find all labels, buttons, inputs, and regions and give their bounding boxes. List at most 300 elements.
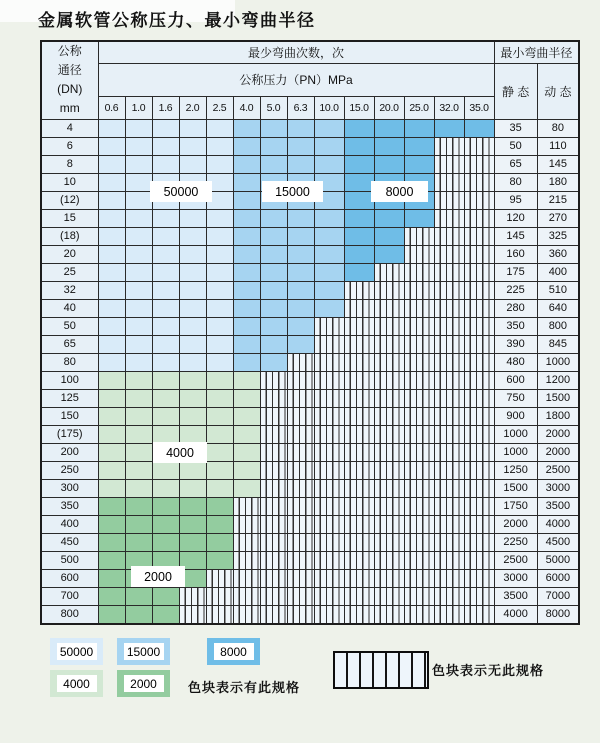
spec-cell — [233, 137, 260, 155]
dynamic-radius-cell: 145 — [537, 155, 579, 173]
no-spec-cell — [434, 317, 464, 335]
spec-cell — [152, 353, 179, 371]
dn-cell: 600 — [41, 569, 98, 587]
static-radius-cell: 1000 — [494, 425, 537, 443]
no-spec-cell — [260, 389, 287, 407]
pressure-col-header: 10.0 — [314, 96, 344, 119]
spec-cell — [287, 245, 314, 263]
table-row — [41, 461, 579, 479]
table-row — [41, 515, 579, 533]
spec-cell — [179, 299, 206, 317]
no-spec-cell — [344, 425, 374, 443]
no-spec-cell — [434, 407, 464, 425]
spec-cell — [98, 389, 125, 407]
no-spec-cell — [374, 353, 404, 371]
spec-cell — [179, 461, 206, 479]
pressure-col-header: 1.0 — [125, 96, 152, 119]
dn-cell: (12) — [41, 191, 98, 209]
dn-header-cell — [41, 41, 98, 119]
spec-cell — [125, 119, 152, 137]
spec-cell — [179, 119, 206, 137]
no-spec-cell — [374, 569, 404, 587]
spec-cell — [125, 209, 152, 227]
spec-cell — [344, 137, 374, 155]
table-row — [41, 569, 579, 587]
no-spec-cell — [260, 371, 287, 389]
dn-cell: 150 — [41, 407, 98, 425]
no-spec-cell — [404, 497, 434, 515]
no-spec-cell — [434, 227, 464, 245]
no-spec-cell — [434, 605, 464, 624]
legend-swatch-label: 15000 — [124, 643, 164, 660]
no-spec-cell — [260, 551, 287, 569]
spec-cell — [179, 227, 206, 245]
no-spec-cell — [374, 407, 404, 425]
no-spec-cell — [404, 569, 434, 587]
no-spec-cell — [464, 461, 494, 479]
spec-cell — [98, 425, 125, 443]
no-spec-cell — [404, 425, 434, 443]
legend-has-spec-text: 色块表示有此规格 — [188, 680, 301, 695]
no-spec-cell — [287, 605, 314, 624]
no-spec-cell — [434, 155, 464, 173]
spec-cell — [125, 245, 152, 263]
no-spec-cell — [260, 461, 287, 479]
spec-cell — [287, 281, 314, 299]
spec-cell — [287, 137, 314, 155]
no-spec-cell — [434, 479, 464, 497]
no-spec-cell — [374, 551, 404, 569]
spec-cell — [260, 317, 287, 335]
no-spec-cell — [464, 137, 494, 155]
spec-cell — [125, 461, 152, 479]
no-spec-cell — [344, 515, 374, 533]
no-spec-cell — [464, 263, 494, 281]
no-spec-cell — [314, 407, 344, 425]
table-row — [41, 335, 579, 353]
pressure-col-header: 0.6 — [98, 96, 125, 119]
table-row — [41, 443, 579, 461]
table-row — [41, 389, 579, 407]
spec-cell — [152, 137, 179, 155]
spec-cell — [260, 155, 287, 173]
no-spec-cell — [344, 587, 374, 605]
spec-cell — [206, 497, 233, 515]
dn-cell: 80 — [41, 353, 98, 371]
no-spec-cell — [287, 353, 314, 371]
no-spec-cell — [233, 605, 260, 624]
spec-cell — [152, 317, 179, 335]
no-spec-cell — [404, 317, 434, 335]
spec-cell — [233, 281, 260, 299]
spec-cell — [152, 245, 179, 263]
spec-cell — [152, 407, 179, 425]
spec-cell — [344, 245, 374, 263]
pressure-header: 公称压力（PN）MPa — [98, 63, 494, 96]
spec-cell — [233, 245, 260, 263]
spec-cell — [125, 389, 152, 407]
no-spec-cell — [287, 479, 314, 497]
no-spec-cell — [344, 299, 374, 317]
no-spec-cell — [287, 587, 314, 605]
dn-cell: 700 — [41, 587, 98, 605]
no-spec-cell — [344, 335, 374, 353]
spec-cell — [233, 317, 260, 335]
no-spec-cell — [287, 371, 314, 389]
no-spec-cell — [464, 443, 494, 461]
dynamic-radius-cell: 510 — [537, 281, 579, 299]
static-radius-cell: 2250 — [494, 533, 537, 551]
spec-cell — [98, 137, 125, 155]
no-spec-cell — [206, 587, 233, 605]
no-spec-cell — [464, 281, 494, 299]
spec-cell — [125, 371, 152, 389]
spec-cell — [125, 281, 152, 299]
spec-cell — [152, 479, 179, 497]
no-spec-cell — [434, 353, 464, 371]
dn-header-line: mm — [59, 101, 80, 116]
table-row — [41, 497, 579, 515]
spec-cell — [314, 245, 344, 263]
no-spec-cell — [434, 497, 464, 515]
spec-cell — [98, 209, 125, 227]
spec-cell — [98, 587, 125, 605]
no-spec-cell — [404, 371, 434, 389]
table-row — [41, 425, 579, 443]
dynamic-radius-cell: 360 — [537, 245, 579, 263]
no-spec-cell — [404, 533, 434, 551]
pressure-col-header: 25.0 — [404, 96, 434, 119]
dynamic-radius-cell: 2500 — [537, 461, 579, 479]
no-spec-cell — [464, 515, 494, 533]
legend-swatch — [50, 638, 103, 665]
spec-cell — [260, 209, 287, 227]
spec-cell — [287, 209, 314, 227]
dn-cell: 6 — [41, 137, 98, 155]
no-spec-cell — [206, 569, 233, 587]
no-spec-cell — [344, 371, 374, 389]
static-radius-cell: 2000 — [494, 515, 537, 533]
table-row — [41, 245, 579, 263]
spec-cell — [179, 425, 206, 443]
static-radius-cell: 3000 — [494, 569, 537, 587]
no-spec-cell — [314, 461, 344, 479]
no-spec-cell — [260, 587, 287, 605]
table-row — [41, 533, 579, 551]
dynamic-radius-cell: 8000 — [537, 605, 579, 624]
static-radius-cell: 145 — [494, 227, 537, 245]
no-spec-cell — [260, 515, 287, 533]
spec-cell — [125, 407, 152, 425]
no-spec-cell — [233, 587, 260, 605]
spec-cell — [125, 353, 152, 371]
dynamic-radius-cell: 4000 — [537, 515, 579, 533]
no-spec-cell — [374, 389, 404, 407]
no-spec-cell — [287, 389, 314, 407]
no-spec-cell — [374, 263, 404, 281]
no-spec-cell — [344, 407, 374, 425]
spec-cell — [98, 533, 125, 551]
no-spec-cell — [434, 299, 464, 317]
spec-cell — [98, 461, 125, 479]
spec-cell — [125, 335, 152, 353]
spec-cell — [98, 245, 125, 263]
no-spec-cell — [233, 551, 260, 569]
spec-cell — [125, 425, 152, 443]
spec-cell — [125, 299, 152, 317]
spec-cell — [125, 605, 152, 624]
spec-cell — [233, 173, 260, 191]
spec-cell — [206, 281, 233, 299]
dynamic-radius-cell: 80 — [537, 119, 579, 137]
no-spec-cell — [260, 569, 287, 587]
no-spec-cell — [374, 497, 404, 515]
no-spec-cell — [434, 335, 464, 353]
spec-cell — [287, 335, 314, 353]
dn-header-line: 公称 — [57, 44, 82, 59]
table-row — [41, 137, 579, 155]
no-spec-cell — [404, 299, 434, 317]
spec-cell — [233, 407, 260, 425]
spec-cell — [206, 155, 233, 173]
spec-cell — [98, 569, 125, 587]
spec-cell — [404, 155, 434, 173]
no-spec-cell — [434, 569, 464, 587]
spec-cell — [179, 317, 206, 335]
spec-cell — [260, 263, 287, 281]
no-spec-cell — [464, 407, 494, 425]
spec-cell — [179, 281, 206, 299]
spec-cell — [206, 515, 233, 533]
no-spec-cell — [260, 497, 287, 515]
spec-cell — [179, 209, 206, 227]
min-radius-header: 最小弯曲半径 — [494, 41, 579, 63]
static-radius-cell: 35 — [494, 119, 537, 137]
no-spec-cell — [344, 317, 374, 335]
no-spec-cell — [404, 281, 434, 299]
pressure-col-header: 4.0 — [233, 96, 260, 119]
no-spec-cell — [464, 551, 494, 569]
spec-cell — [98, 317, 125, 335]
no-spec-cell — [314, 587, 344, 605]
spec-cell — [98, 173, 125, 191]
table-row — [41, 317, 579, 335]
spec-cell — [287, 317, 314, 335]
no-spec-cell — [464, 533, 494, 551]
no-spec-cell — [464, 335, 494, 353]
dn-cell: (18) — [41, 227, 98, 245]
no-spec-cell — [314, 389, 344, 407]
pressure-col-header: 5.0 — [260, 96, 287, 119]
dn-cell: 8 — [41, 155, 98, 173]
dynamic-radius-cell: 6000 — [537, 569, 579, 587]
spec-cell — [287, 263, 314, 281]
dynamic-radius-cell: 2000 — [537, 425, 579, 443]
no-spec-cell — [374, 461, 404, 479]
no-spec-cell — [404, 605, 434, 624]
spec-cell — [152, 605, 179, 624]
spec-cell — [179, 371, 206, 389]
spec-cell — [404, 137, 434, 155]
table-row — [41, 281, 579, 299]
spec-cell — [287, 155, 314, 173]
cycle-count-label: 8000 — [371, 181, 428, 202]
spec-cell — [125, 479, 152, 497]
spec-cell — [206, 443, 233, 461]
spec-cell — [152, 425, 179, 443]
dynamic-radius-cell: 215 — [537, 191, 579, 209]
no-spec-cell — [314, 353, 344, 371]
no-spec-cell — [374, 587, 404, 605]
bend-cycles-header: 最少弯曲次数，次 — [98, 41, 494, 63]
spec-cell — [314, 155, 344, 173]
spec-cell — [98, 605, 125, 624]
no-spec-cell — [287, 569, 314, 587]
no-spec-cell — [260, 425, 287, 443]
table-row — [41, 605, 579, 624]
cycle-count-label: 15000 — [262, 181, 323, 202]
spec-cell — [152, 299, 179, 317]
legend-swatch-label: 4000 — [57, 675, 97, 692]
no-spec-cell — [233, 569, 260, 587]
spec-cell — [233, 227, 260, 245]
legend-swatch — [50, 670, 103, 697]
no-spec-cell — [464, 371, 494, 389]
no-spec-cell — [374, 317, 404, 335]
no-spec-cell — [314, 605, 344, 624]
no-spec-cell — [404, 263, 434, 281]
spec-cell — [152, 587, 179, 605]
dynamic-radius-cell: 1200 — [537, 371, 579, 389]
spec-cell — [125, 137, 152, 155]
dn-cell: 10 — [41, 173, 98, 191]
spec-cell — [233, 191, 260, 209]
no-spec-cell — [374, 335, 404, 353]
dn-cell: (175) — [41, 425, 98, 443]
no-spec-cell — [464, 587, 494, 605]
table-row — [41, 407, 579, 425]
spec-cell — [152, 209, 179, 227]
dynamic-radius-cell: 1800 — [537, 407, 579, 425]
pressure-col-header: 1.6 — [152, 96, 179, 119]
no-spec-cell — [344, 551, 374, 569]
spec-cell — [260, 137, 287, 155]
spec-cell — [98, 281, 125, 299]
spec-cell — [206, 407, 233, 425]
no-spec-cell — [287, 407, 314, 425]
spec-cell — [98, 155, 125, 173]
static-header: 静 态 — [494, 63, 537, 119]
spec-cell — [287, 299, 314, 317]
spec-cell — [314, 263, 344, 281]
cycle-count-label: 4000 — [153, 442, 207, 463]
dynamic-radius-cell: 110 — [537, 137, 579, 155]
no-spec-cell — [404, 389, 434, 407]
spec-cell — [206, 425, 233, 443]
spec-cell — [179, 533, 206, 551]
no-spec-cell — [464, 227, 494, 245]
no-spec-cell — [206, 605, 233, 624]
no-spec-cell — [260, 407, 287, 425]
no-spec-cell — [344, 443, 374, 461]
dn-cell: 450 — [41, 533, 98, 551]
no-spec-cell — [374, 281, 404, 299]
spec-cell — [98, 335, 125, 353]
legend-swatch — [207, 638, 260, 665]
no-spec-cell — [434, 371, 464, 389]
no-spec-cell — [287, 425, 314, 443]
dn-header-line: 通径 — [57, 63, 82, 78]
legend-no-spec-swatch — [333, 651, 429, 689]
spec-cell — [314, 299, 344, 317]
spec-cell — [314, 227, 344, 245]
legend-swatch-label: 2000 — [124, 675, 164, 692]
no-spec-cell — [314, 515, 344, 533]
static-radius-cell: 1000 — [494, 443, 537, 461]
dn-cell: 100 — [41, 371, 98, 389]
spec-cell — [98, 353, 125, 371]
spec-cell — [125, 227, 152, 245]
spec-cell — [404, 119, 434, 137]
no-spec-cell — [374, 443, 404, 461]
no-spec-cell — [260, 479, 287, 497]
spec-cell — [344, 263, 374, 281]
no-spec-cell — [434, 173, 464, 191]
spec-cell — [98, 479, 125, 497]
dn-cell: 125 — [41, 389, 98, 407]
static-radius-cell: 225 — [494, 281, 537, 299]
no-spec-cell — [374, 515, 404, 533]
spec-cell — [179, 389, 206, 407]
spec-cell — [233, 209, 260, 227]
page-title: 金属软管公称压力、最小弯曲半径 — [38, 11, 316, 30]
spec-cell — [206, 533, 233, 551]
spec-cell — [179, 155, 206, 173]
spec-cell — [404, 209, 434, 227]
spec-cell — [233, 461, 260, 479]
static-radius-cell: 3500 — [494, 587, 537, 605]
no-spec-cell — [434, 533, 464, 551]
no-spec-cell — [404, 479, 434, 497]
spec-cell — [206, 389, 233, 407]
no-spec-cell — [179, 587, 206, 605]
table-row — [41, 299, 579, 317]
no-spec-cell — [434, 137, 464, 155]
spec-cell — [179, 245, 206, 263]
no-spec-cell — [314, 551, 344, 569]
spec-cell — [152, 263, 179, 281]
no-spec-cell — [287, 551, 314, 569]
no-spec-cell — [404, 461, 434, 479]
static-radius-cell: 280 — [494, 299, 537, 317]
no-spec-cell — [314, 479, 344, 497]
spec-cell — [233, 425, 260, 443]
static-radius-cell: 600 — [494, 371, 537, 389]
no-spec-cell — [464, 389, 494, 407]
dn-cell: 800 — [41, 605, 98, 624]
static-radius-cell: 95 — [494, 191, 537, 209]
spec-cell — [233, 299, 260, 317]
no-spec-cell — [434, 461, 464, 479]
spec-cell — [206, 335, 233, 353]
table-row — [41, 263, 579, 281]
dynamic-radius-cell: 640 — [537, 299, 579, 317]
no-spec-cell — [344, 569, 374, 587]
no-spec-cell — [233, 533, 260, 551]
dynamic-radius-cell: 1500 — [537, 389, 579, 407]
table-row — [41, 209, 579, 227]
no-spec-cell — [434, 515, 464, 533]
